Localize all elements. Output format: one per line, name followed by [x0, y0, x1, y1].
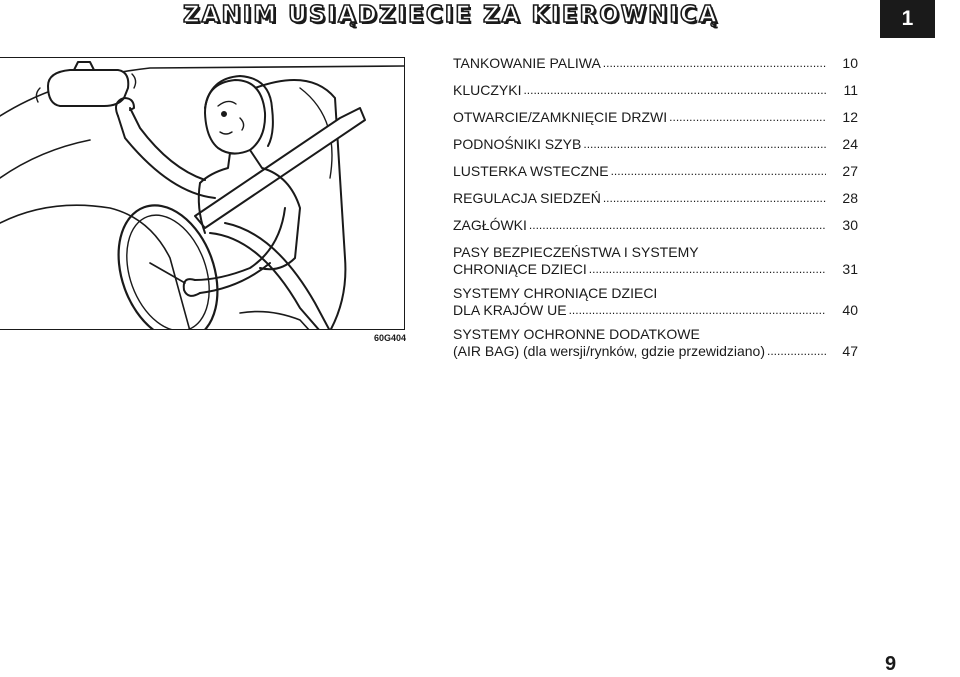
- page-number: 9: [885, 653, 897, 675]
- toc-label-line1: PASY BEZPIECZEŃSTWA I SYSTEMY: [453, 244, 699, 260]
- table-of-contents: [453, 55, 858, 367]
- toc-leader-dots: [583, 138, 826, 150]
- toc-page-number: 27: [842, 163, 858, 179]
- driver-adjusting-mirror-drawing: [0, 58, 405, 330]
- toc-leader-dots: [569, 304, 826, 316]
- toc-leader-dots: [603, 192, 826, 204]
- toc-entry[interactable]: [453, 217, 858, 234]
- toc-page-number: 24: [842, 136, 858, 152]
- toc-page-number: 31: [842, 261, 858, 277]
- toc-label-line1: SYSTEMY OCHRONNE DODATKOWE: [453, 326, 700, 342]
- driver-illustration: [0, 57, 405, 330]
- toc-page-number: 11: [843, 82, 858, 98]
- toc-label: KLUCZYKI: [453, 82, 522, 98]
- toc-page-number: 28: [842, 190, 858, 206]
- toc-leader-dots: [529, 219, 826, 231]
- toc-entry[interactable]: [453, 55, 858, 72]
- toc-entry[interactable]: [453, 244, 858, 278]
- toc-label: (AIR BAG) (dla wersji/rynków, gdzie przewidziano): [453, 343, 765, 359]
- toc-page-number: 40: [842, 302, 858, 318]
- toc-entry[interactable]: [453, 163, 858, 180]
- toc-label: OTWARCIE/ZAMKNIĘCIE DRZWI: [453, 109, 668, 125]
- toc-label-line1: SYSTEMY CHRONIĄCE DZIECI: [453, 285, 658, 301]
- toc-label: CHRONIĄCE DZIECI: [453, 261, 587, 277]
- toc-label: LUSTERKA WSTECZNE: [453, 163, 609, 179]
- toc-entry[interactable]: [453, 109, 858, 126]
- toc-entry[interactable]: [453, 190, 858, 207]
- toc-label: TANKOWANIE PALIWA: [453, 55, 601, 71]
- chapter-title: ZANIM USIĄDZIECIE ZA KIEROWNICĄ: [183, 2, 719, 28]
- toc-label: REGULACJA SIEDZEŃ: [453, 190, 601, 206]
- toc-label: ZAGŁÓWKI: [453, 217, 527, 233]
- toc-entry[interactable]: [453, 82, 858, 99]
- toc-page-number: 10: [842, 55, 858, 71]
- chapter-number: 1: [901, 7, 914, 30]
- toc-leader-dots: [611, 165, 826, 177]
- toc-leader-dots: [669, 111, 826, 123]
- figure-code: 60G404: [374, 333, 407, 343]
- toc-page-number: 30: [842, 217, 858, 233]
- toc-label: DLA KRAJÓW UE: [453, 302, 567, 318]
- toc-leader-dots: [589, 263, 826, 275]
- toc-leader-dots: [767, 345, 826, 357]
- toc-entry[interactable]: [453, 136, 858, 153]
- chapter-number-badge: [880, 0, 935, 38]
- toc-entry[interactable]: [453, 285, 858, 319]
- toc-page-number: 12: [842, 109, 858, 125]
- toc-page-number: 47: [842, 343, 858, 359]
- toc-leader-dots: [523, 84, 826, 96]
- toc-entry[interactable]: [453, 326, 858, 360]
- toc-label: PODNOŚNIKI SZYB: [453, 136, 582, 152]
- toc-leader-dots: [603, 57, 826, 69]
